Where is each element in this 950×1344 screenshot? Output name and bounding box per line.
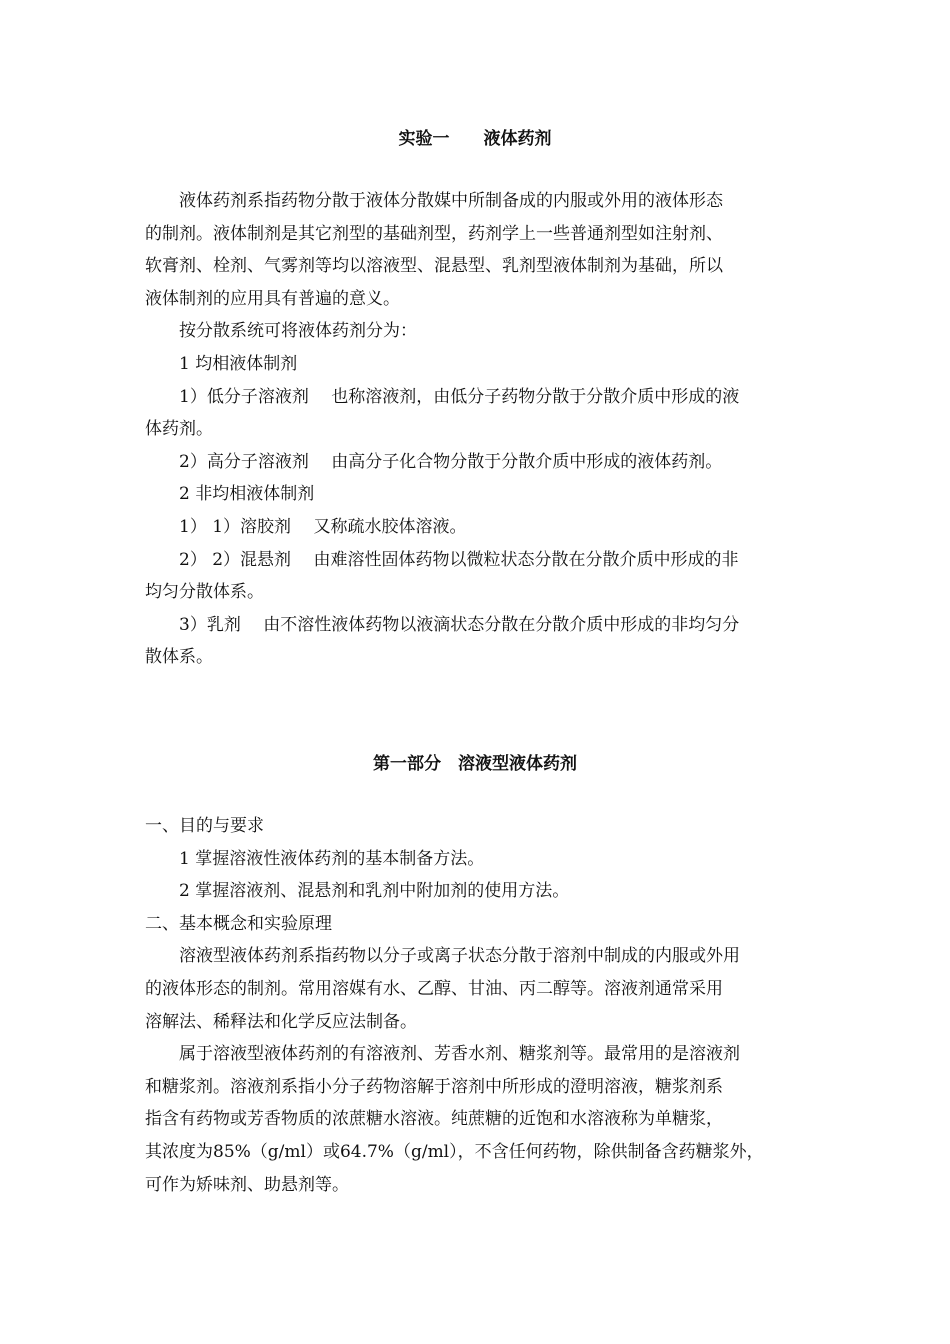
list-item: 2 掌握溶液剂、混悬剂和乳剂中附加剂的使用方法。 — [179, 881, 570, 902]
section-heading: 一、目的与要求 — [145, 816, 264, 836]
heading-part-1: 第一部分 溶液型液体药剂 — [373, 754, 577, 774]
text-line: 和糖浆剂。溶液剂系指小分子药物溶解于溶剂中所形成的澄明溶液，糖浆剂系 — [145, 1076, 723, 1097]
text-line: 按分散系统可将液体药剂分为： — [179, 321, 417, 342]
text-line: 其浓度为85%（g/ml）或64.7%（g/ml），不含任何药物，除供制备含药糖浆外， — [145, 1141, 764, 1162]
text-line: 2）高分子溶液剂 由高分子化合物分散于分散介质中形成的液体药剂。 — [179, 451, 723, 472]
text-line: 散体系。 — [145, 647, 213, 668]
text-line: 3）乳剂 由不溶性液体药物以液滴状态分散在分散介质中形成的非均匀分 — [179, 614, 740, 635]
text-line: 属于溶液型液体药剂的有溶液剂、芳香水剂、糖浆剂等。最常用的是溶液剂 — [179, 1044, 740, 1065]
heading-experiment-1: 实验一 液体药剂 — [398, 129, 552, 149]
text-line: 指含有药物或芳香物质的浓蔗糖水溶液。纯蔗糖的近饱和水溶液称为单糖浆， — [145, 1109, 723, 1130]
text-line: 溶解法、稀释法和化学反应法制备。 — [145, 1011, 417, 1032]
text-line: 2） 2）混悬剂 由难溶性固体药物以微粒状态分散在分散介质中形成的非 — [179, 549, 739, 570]
text-line: 液体药剂系指药物分散于液体分散媒中所制备成的内服或外用的液体形态 — [179, 191, 723, 211]
text-line: 1 均相液体制剂 — [179, 353, 298, 374]
text-line: 均匀分散体系。 — [145, 582, 264, 603]
part-1-section — [145, 810, 815, 1201]
text-line: 软膏剂、栓剂、气雾剂等均以溶液型、混悬型、乳剂型液体制剂为基础，所以 — [145, 256, 723, 277]
intro-section — [145, 185, 815, 674]
section-heading: 二、基本概念和实验原理 — [145, 913, 332, 934]
text-line: 的制剂。液体制剂是其它剂型的基础剂型，药剂学上一些普通剂型如注射剂、 — [145, 223, 723, 244]
text-line: 1） 1）溶胶剂 又称疏水胶体溶液。 — [179, 516, 467, 537]
text-line: 的液体形态的制剂。常用溶媒有水、乙醇、甘油、丙二醇等。溶液剂通常采用 — [145, 978, 723, 999]
text-line: 体药剂。 — [145, 419, 213, 440]
text-line: 2 非均相液体制剂 — [179, 484, 315, 505]
text-line: 1）低分子溶液剂 也称溶液剂，由低分子药物分散于分散介质中形成的液 — [179, 386, 740, 407]
text-line: 可作为矫味剂、助悬剂等。 — [145, 1174, 349, 1195]
text-line: 液体制剂的应用具有普遍的意义。 — [145, 288, 400, 309]
text-line: 溶液型液体药剂系指药物以分子或离子状态分散于溶剂中制成的内服或外用 — [179, 946, 740, 967]
list-item: 1 掌握溶液性液体药剂的基本制备方法。 — [179, 848, 485, 869]
